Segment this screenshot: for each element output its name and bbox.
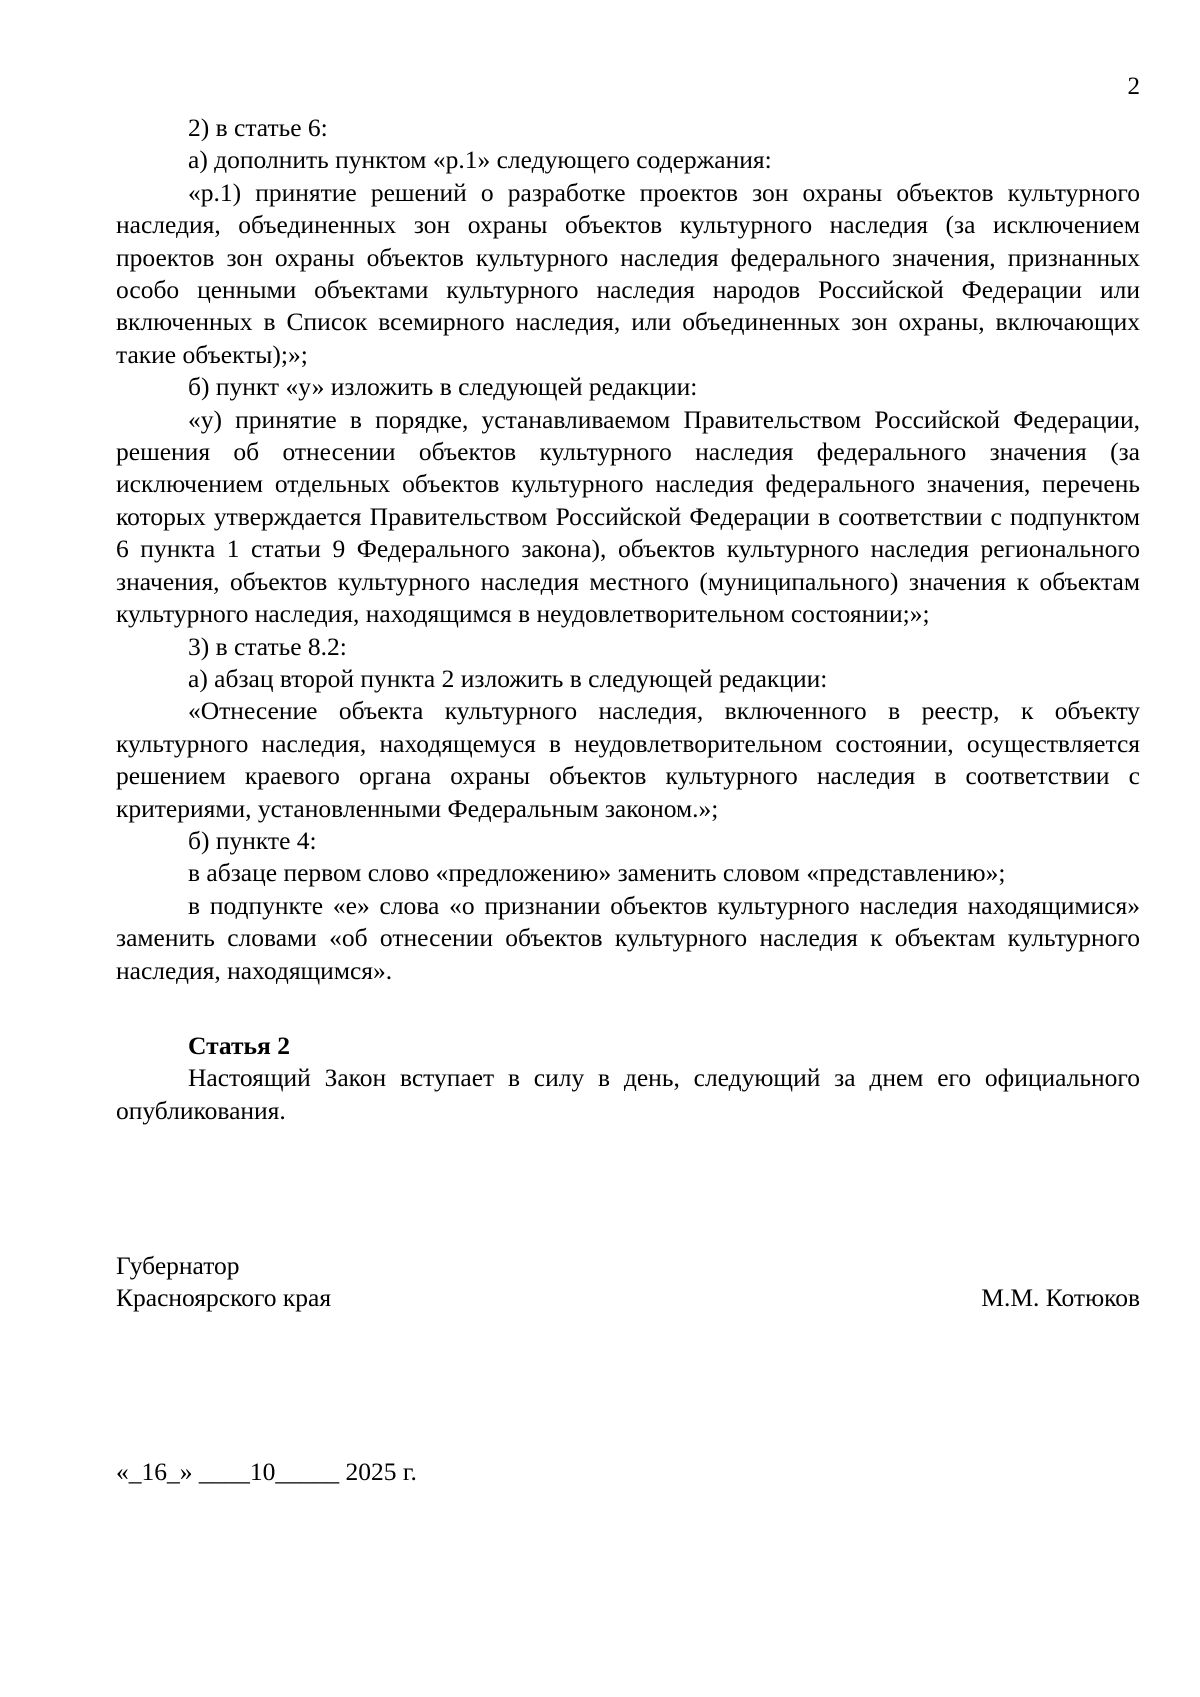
signatory-position-line2: Красноярского края: [116, 1283, 332, 1313]
paragraph: 3) в статье 8.2:: [188, 631, 347, 661]
signature-block: [116, 1250, 1140, 1315]
page-number: 2: [1127, 73, 1140, 100]
paragraph: в абзаце первом слово «предложению» заменить словом «представлению»;: [188, 858, 1006, 888]
signing-date: «_16_» ____10_____ 2025 г.: [116, 1457, 417, 1486]
paragraph: «Отнесение объекта культурного наследия, включенного в реестр, к объекту культурного наследия, находящемуся в неудовлетворительном состоянии, осуществляется решением краевого органа охраны объектов культурного наследия в соответствии с критериями, установленными Федеральным законом.»;: [116, 696, 1140, 823]
paragraph: «у) принятие в порядке, устанавливаемом Правительством Российской Федерации, решения об отнесении объектов культурного наследия федерального значения (за исключением отдельных объектов культурного наследия федерального значения, перечень которых утверждается Правительством Российской Федерации в соответствии с подпунктом 6 пункта 1 статьи 9 Федерального закона), объектов культурного наследия регионального значения, объектов культурного наследия местного (муниципального) значения к объектам культурного наследия, находящимся в неудовлетворительном состоянии;»;: [116, 404, 1140, 629]
document-body: [116, 112, 1140, 1127]
signature-row: [116, 1282, 1140, 1314]
paragraph: б) пункт «у» изложить в следующей редакции:: [188, 372, 698, 402]
signatory-position-line1: Губернатор: [116, 1251, 240, 1280]
article-title: Статья 2: [188, 1030, 290, 1060]
signatory-name: М.М. Котюков: [981, 1283, 1140, 1313]
paragraph: а) дополнить пунктом «р.1» следующего содержания:: [188, 145, 772, 175]
paragraph: 2) в статье 6:: [188, 113, 328, 142]
paragraph: б) пункте 4:: [188, 825, 317, 855]
paragraph: а) абзац второй пункта 2 изложить в следующей редакции:: [188, 663, 828, 693]
spacer: [116, 987, 1140, 1030]
paragraph: «р.1) принятие решений о разработке проектов зон охраны объектов культурного наследия, объединенных зон охраны объектов культурного наследия (за исключением проектов зон охраны объектов культурного наследия федерального значения, признанных особо ценными объектами культурного наследия народов Российской Федерации или включенных в Список всемирного наследия, или объединенных зон охраны, включающих такие объекты);»;: [116, 177, 1140, 369]
article-text: Настоящий Закон вступает в силу в день, следующий за днем его официального опубликования.: [116, 1063, 1140, 1125]
paragraph: в подпункте «е» слова «о признании объектов культурного наследия находящимися» заменить словами «об отнесении объектов культурного наследия к объектам культурного наследия, находящимся».: [116, 890, 1140, 985]
